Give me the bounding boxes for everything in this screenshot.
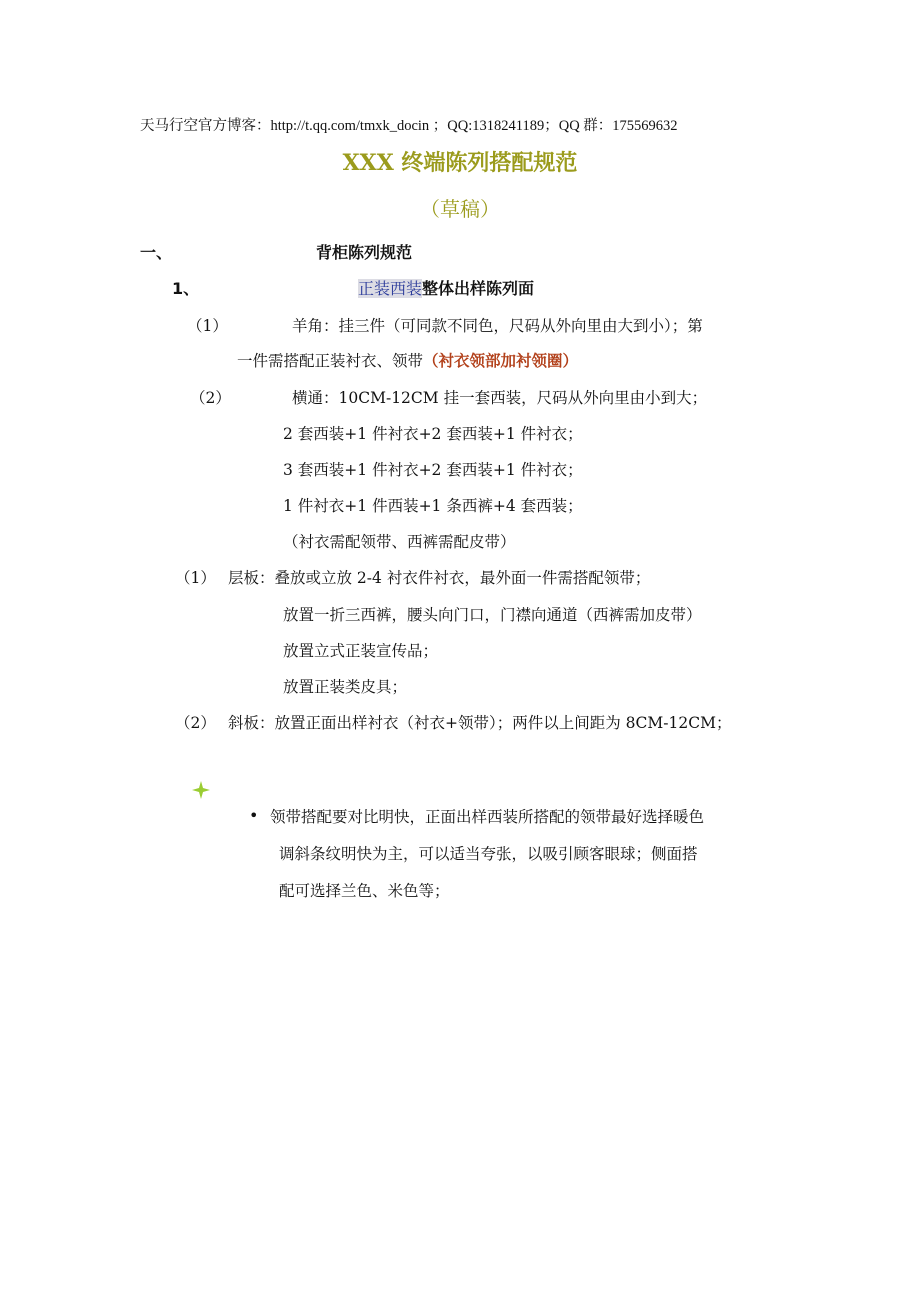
highlighted-term: 正装西装 — [358, 279, 423, 298]
document-subtitle: （草稿） — [420, 197, 500, 221]
document-title: XXX 终端陈列搭配规范 — [342, 150, 578, 176]
item-line: 横通：10CM-12CM 挂一套西装，尺码从外向里由小到大； — [292, 389, 708, 407]
item-line: 放置立式正装宣传品； — [283, 642, 439, 660]
bullet-dot-icon: • — [249, 806, 259, 825]
item-line: 斜板：放置正面出样衬衣（衬衣+领带）；两件以上间距为 8CM-12CM； — [228, 714, 732, 732]
item-line: 放置一折三西裤，腰头向门口，门襟向通道（西裤需加皮带） — [283, 606, 702, 624]
bullet-line: 领带搭配要对比明快，正面出样西装所搭配的领带最好选择暖色 — [270, 808, 705, 826]
bullet-line: 配可选择兰色、米色等； — [279, 882, 450, 900]
emphasis-text: （衬衣领部加衬领圈） — [423, 352, 579, 370]
item-line: 2 套西装+1 件衬衣+2 套西装+1 件衬衣； — [283, 425, 583, 443]
item-line: 层板：叠放或立放 2-4 衬衣件衬衣，最外面一件需搭配领带； — [228, 569, 651, 587]
item-number: （2） — [190, 389, 231, 407]
item-line: （衬衣需配领带、西裤需配皮带） — [283, 533, 516, 551]
item-line: 1 件衬衣+1 件西装+1 条西裤+4 套西装； — [283, 497, 583, 515]
four-point-star-icon — [191, 780, 211, 804]
item-number: （2） — [175, 714, 216, 732]
subsection-title-rest: 整体出样陈列面 — [422, 279, 535, 298]
section-number: 一、 — [140, 243, 173, 262]
subsection-title — [358, 276, 534, 299]
item-number: （1） — [175, 569, 216, 587]
section-title: 背柜陈列规范 — [316, 243, 413, 262]
item-line: 放置正装类皮具； — [283, 678, 408, 696]
header-text: 天马行空官方博客：http://t.qq.com/tmxk_docin ；QQ:1318241189；QQ 群：175569632 — [140, 118, 678, 134]
item-number: （1） — [187, 317, 228, 335]
item-line: 羊角：挂三件（可同款不同色，尺码从外向里由大到小）；第 — [292, 317, 703, 335]
item-line — [237, 349, 578, 371]
item-line-text: 一件需搭配正装衬衣、领带 — [237, 352, 424, 370]
item-line: 3 套西装+1 件衬衣+2 套西装+1 件衬衣； — [283, 461, 583, 479]
bullet-line: 调斜条纹明快为主，可以适当夸张，以吸引顾客眼球；侧面搭 — [279, 845, 698, 863]
subsection-number: 1、 — [172, 279, 200, 298]
